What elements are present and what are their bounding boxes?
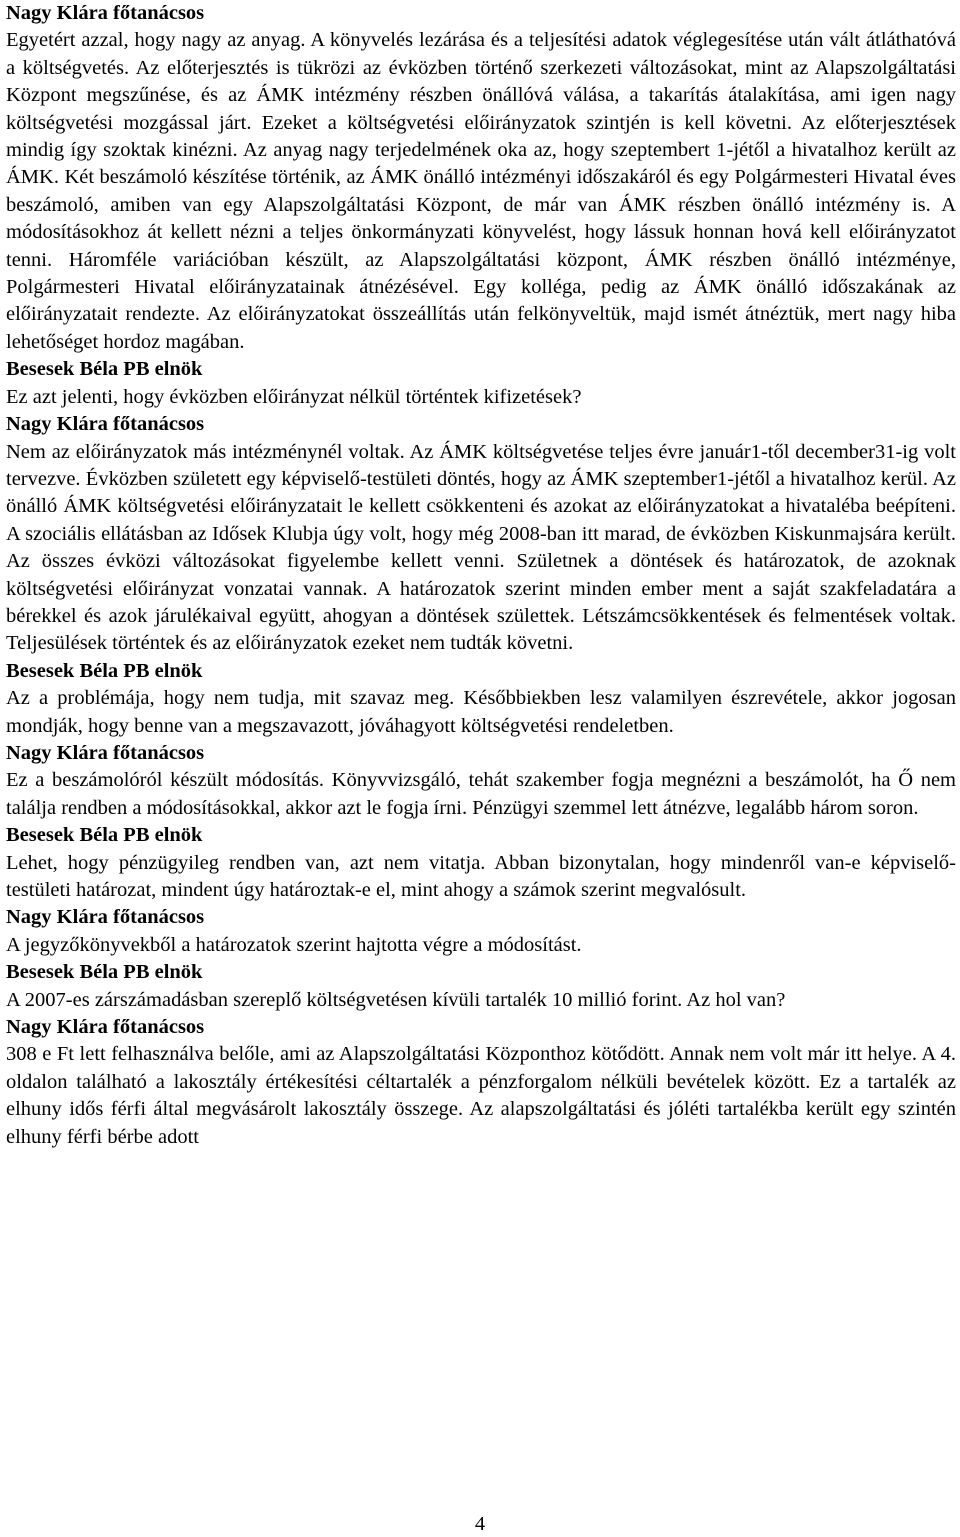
- speaker-name: Nagy Klára főtanácsos: [6, 906, 205, 929]
- speaker-name: Nagy Klára főtanácsos: [6, 2, 205, 24]
- speech-paragraph: 308 e Ft lett felhasználva belőle, ami az Alapszolgáltatási Központhoz kötődött. Annak nem volt már itt helye. A 4. oldalon található a lakosztály értékesítési céltartalék a pénzforgalom nélküli bevételek között. Ez a tartalék az elhuny idős férfi által megvásárolt lakosztály összege. Az alapszolgáltatási és jóléti tartalékba került egy szintén elhuny férfi bérbe adott: [6, 1043, 956, 1148]
- document-body: [6, 0, 956, 1151]
- speech-paragraph: Egyetért azzal, hogy nagy az anyag. A könyvelés lezárása és a teljesítési adatok véglegesítése után vált átláthatóvá a költségvetés. Az előterjesztés is tükrözi az évközben történő szerkezeti változásokat, mint az Alapszolgáltatási Központ megszűnése, és az ÁMK intézmény részben önállóvá válása, a takarítás átalakítása, ami igen nagy költségvetési mozgással járt. Ezeket a költségvetési előirányzatok szintjén is kell követni. Az előterjesztések mindig így szoktak kinézni. Az anyag nagy terjedelmének oka az, hogy szeptembert 1-jétől a hivatalhoz került az ÁMK. Két beszámoló készítése történik, az ÁMK önálló intézményi időszakáról és egy Polgármesteri Hivatal éves beszámoló, amiben van egy Alapszolgáltatási Központ, de már van ÁMK részben önálló intézmény is. A módosításokhoz át kellett nézni a teljes önkormányzati könyvelést, hogy lássuk honnan hová kell előirányzatot tenni. Háromféle variációban készült, az Alapszolgáltatási központ, ÁMK részben önálló intézménye, Polgármesteri Hivatal előirányzatainak átnézésével. Egy kolléga, pedig az ÁMK önálló időszakának az előirányzatait rendezte. Az előirányzatokat összeállítás után felkönyveltük, majd ismét átnéztük, mert nagy hiba lehetőséget hordoz magában.: [6, 29, 956, 353]
- speech-paragraph: Ez azt jelenti, hogy évközben előirányzat nélkül történtek kifizetések?: [6, 385, 582, 408]
- speaker-name: Besesek Béla PB elnök: [6, 659, 203, 682]
- speaker-name: Besesek Béla PB elnök: [6, 824, 203, 847]
- speaker-name: Besesek Béla PB elnök: [6, 961, 203, 984]
- speech-paragraph: Az a problémája, hogy nem tudja, mit szavaz meg. Későbbiekben lesz valamilyen észrevétele, akkor jogosan mondják, hogy benne van a megszavazott, jóváhagyott költségvetési rendeletben.: [6, 687, 956, 737]
- speaker-name: Nagy Klára főtanácsos: [6, 1016, 205, 1039]
- speaker-name: Besesek Béla PB elnök: [6, 358, 203, 381]
- speaker-name: Nagy Klára főtanácsos: [6, 741, 205, 764]
- speech-paragraph: Ez a beszámolóról készült módosítás. Könyvvizsgáló, tehát szakember fogja megnézni a beszámolót, ha Ő nem találja rendben a módosításokkal, akkor azt le fogja írni. Pénzügyi szemmel lett átnézve, legalább három soron.: [6, 769, 956, 819]
- speaker-name: Nagy Klára főtanácsos: [6, 413, 205, 436]
- speech-paragraph: A jegyzőkönyvekből a határozatok szerint hajtotta végre a módosítást.: [6, 933, 582, 956]
- speech-paragraph: Nem az előirányzatok más intézménynél voltak. Az ÁMK költségvetése teljes évre január1-től december31-ig volt tervezve. Évközben született egy képviselő-testületi döntés, hogy az ÁMK szeptember1-jétől a hivatalhoz kerül. Az önálló ÁMK költségvetési előirányzatait le kellett csökkenteni és azokat az előirányzatokat a hivatalébа beépíteni. A szociális ellátásban az Idősek Klubja úgy volt, hogy még 2008-ban itt marad, de évközben Kiskunmajsára került. Az összes évközi változásokat figyelembe kellett venni. Születnek a döntések és határozatok, de azoknak költségvetési előirányzat vonzatai vannak. A határozatok szerint minden ember ment a saját szakfeladatára a bérekkel és azok járulékaival együtt, ahogyan a döntések születtek. Létszámcsökkentések és felmentések voltak. Teljesülések történtek és az előirányzatok ezeket nem tudták követni.: [6, 440, 956, 655]
- page-number: 4: [474, 1513, 486, 1535]
- speech-paragraph: A 2007-es zárszámadásban szereplő költségvetésen kívüli tartalék 10 millió forint. Az hol van?: [6, 988, 786, 1011]
- speech-paragraph: Lehet, hogy pénzügyileg rendben van, azt nem vitatja. Abban bizonytalan, hogy mindenről van-e képviselő-testületi határozat, mindent úgy határoztak-e el, mint ahogy a számok szerint megvalósult.: [6, 851, 956, 901]
